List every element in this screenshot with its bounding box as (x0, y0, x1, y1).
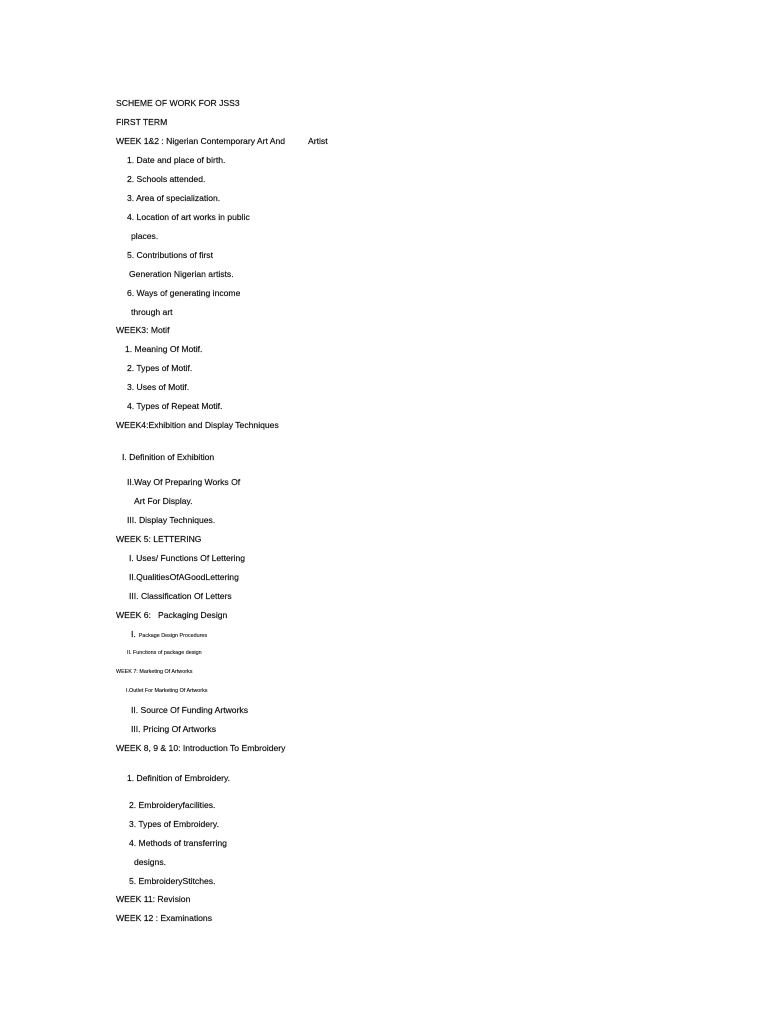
list-item-continuation: Generation Nigerian artists. (129, 269, 234, 279)
list-item-text: Package Design Procedures (138, 633, 208, 639)
list-item: 5. Contributions of first (127, 250, 213, 260)
term-label: FIRST TERM (116, 117, 168, 127)
list-item: 3. Types of Embroidery. (129, 819, 219, 829)
week-heading: WEEK 7: Marketing Of Artworks (116, 669, 193, 675)
list-item: I. Uses/ Functions Of Lettering (129, 553, 246, 563)
week-heading: WEEK 11: Revision (116, 894, 191, 904)
list-item: 3. Area of specialization. (127, 193, 221, 203)
list-item: 2. Types of Motif. (127, 363, 193, 373)
week-heading: WEEK 12 : Examinations (116, 913, 213, 923)
list-item: 4. Methods of transferring (129, 838, 227, 848)
week-heading: WEEK3: Motif (116, 325, 170, 335)
list-item (131, 628, 207, 640)
week-heading: WEEK 1&2 : Nigerian Contemporary Art And (116, 136, 286, 146)
list-item: 2. Embroideryfacilities. (129, 800, 216, 810)
list-item-continuation: places. (131, 231, 159, 241)
list-item: I. Definition of Exhibition (122, 452, 215, 462)
list-item: 1. Definition of Embroidery. (127, 773, 231, 783)
list-item: II.Way Of Preparing Works Of (127, 477, 241, 487)
list-item: III. Display Techniques. (127, 515, 216, 525)
list-item: 1. Date and place of birth. (127, 155, 226, 165)
list-item: 6. Ways of generating income (127, 288, 241, 298)
list-item: 4. Types of Repeat Motif. (127, 401, 223, 411)
list-item: III. Pricing Of Artworks (131, 724, 217, 734)
list-item-continuation: designs. (134, 857, 167, 867)
list-item: 2. Schools attended. (127, 174, 206, 184)
list-item: III. Classification Of Letters (129, 591, 232, 601)
list-item: II.QualitiesOfAGoodLettering (129, 572, 239, 582)
week-heading-tail: Artist (308, 136, 328, 146)
list-item: 3. Uses of Motif. (127, 382, 190, 392)
week-heading: WEEK 6: Packaging Design (116, 610, 228, 620)
list-item: II. Functions of package design (127, 650, 202, 656)
list-item-marker: I. (131, 629, 136, 639)
list-item: 1. Meaning Of Motif. (125, 344, 203, 354)
document-title: SCHEME OF WORK FOR JSS3 (116, 98, 240, 108)
week-heading: WEEK 5: LETTERING (116, 534, 202, 544)
list-item-continuation: through art (131, 307, 173, 317)
list-item: I.Outlet For Marketing Of Artworks (126, 688, 208, 694)
list-item: 4. Location of art works in public (127, 212, 250, 222)
list-item: 5. EmbroideryStitches. (129, 876, 216, 886)
week-heading: WEEK4:Exhibition and Display Techniques (116, 420, 279, 430)
list-item: II. Source Of Funding Artworks (131, 705, 249, 715)
week-heading: WEEK 8, 9 & 10: Introduction To Embroidery (116, 743, 286, 753)
list-item-continuation: Art For Display. (134, 496, 193, 506)
